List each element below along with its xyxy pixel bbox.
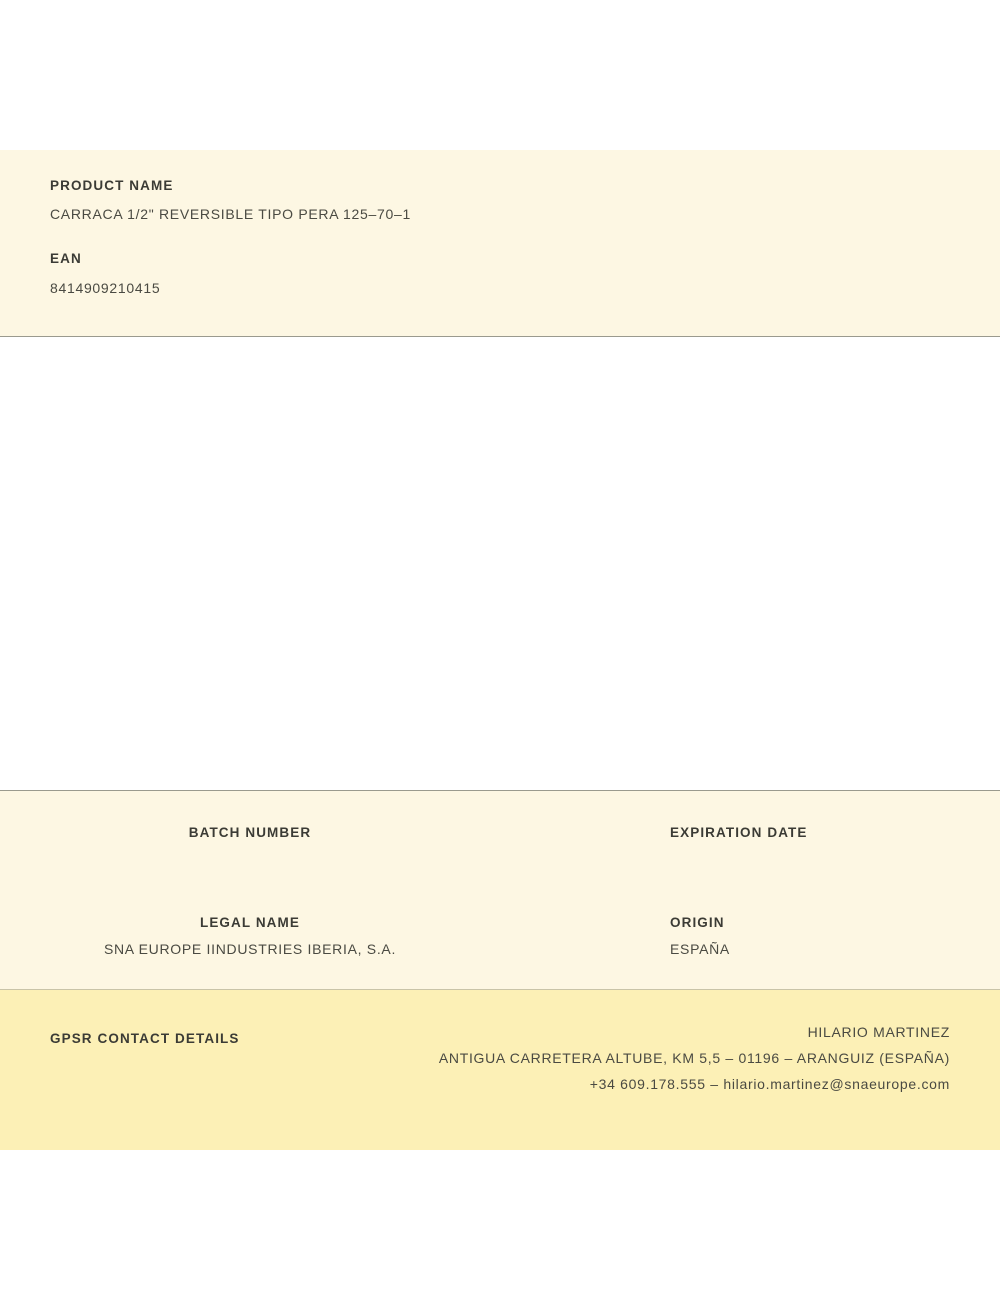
origin-field bbox=[500, 915, 1000, 958]
expiration-date-value bbox=[670, 850, 1000, 866]
batch-legal-section bbox=[0, 790, 1000, 990]
ean-field bbox=[50, 251, 950, 296]
blank-content-area bbox=[0, 337, 1000, 790]
legal-name-label: LEGAL NAME bbox=[199, 915, 300, 930]
gpsr-title: GPSR CONTACT DETAILS bbox=[50, 1031, 240, 1046]
product-name-value: CARRACA 1/2" REVERSIBLE TIPO PERA 125–70–1 bbox=[50, 206, 411, 223]
product-name-label: PRODUCT NAME bbox=[50, 178, 174, 193]
ean-label: EAN bbox=[50, 251, 82, 267]
legal-name-value: SNA EUROPE IINDUSTRIES IBERIA, S.A. bbox=[103, 941, 397, 958]
top-margin bbox=[0, 0, 1000, 150]
bottom-margin bbox=[0, 1150, 1000, 1300]
expiration-date-label: EXPIRATION DATE bbox=[670, 825, 808, 840]
origin-label: ORIGIN bbox=[670, 915, 725, 930]
gpsr-contact-name: HILARIO MARTINEZ bbox=[807, 1024, 950, 1040]
batch-number-value bbox=[0, 850, 500, 866]
expiration-date-field bbox=[500, 825, 1000, 866]
gpsr-phone-email: +34 609.178.555 – hilario.martinez@snaeurope.com bbox=[589, 1075, 950, 1092]
batch-number-field bbox=[0, 825, 500, 866]
gpsr-contact-section bbox=[0, 990, 1000, 1150]
legal-name-field bbox=[0, 915, 500, 958]
legal-origin-row bbox=[0, 915, 1000, 958]
product-info-section bbox=[0, 150, 1000, 337]
ean-value: 8414909210415 bbox=[50, 279, 161, 296]
batch-number-label: BATCH NUMBER bbox=[188, 825, 312, 840]
origin-value: ESPAÑA bbox=[670, 941, 730, 958]
gpsr-details bbox=[439, 1020, 950, 1098]
gpsr-address: ANTIGUA CARRETERA ALTUBE, KM 5,5 – 01196 – ARANGUIZ (ESPAÑA) bbox=[438, 1049, 950, 1066]
product-name-field bbox=[50, 178, 950, 223]
batch-expiration-row bbox=[0, 825, 1000, 866]
